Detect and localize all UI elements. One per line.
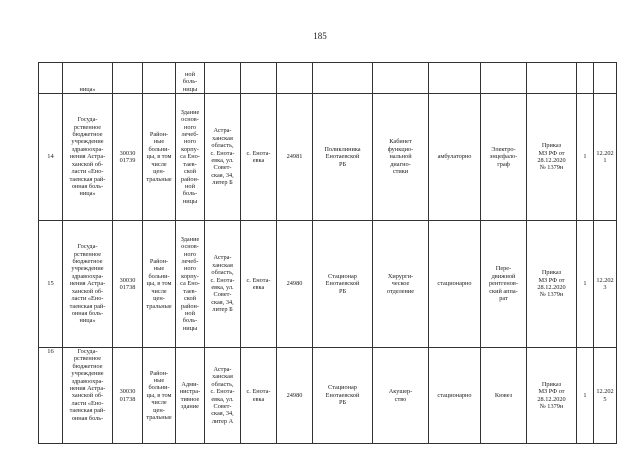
cell-number: 14 xyxy=(39,94,63,221)
cell xyxy=(277,63,313,94)
cell xyxy=(39,63,63,94)
cell-condition: амбулаторно xyxy=(429,94,481,221)
table-row xyxy=(39,221,617,348)
cell-locality: с. Енота- евка xyxy=(241,221,277,348)
cell-address: Астра- ханская область, с. Енота- евка, ул. Совет- ская, 34, литер А xyxy=(205,348,241,444)
cell xyxy=(313,63,373,94)
cell xyxy=(577,63,594,94)
cell-code: 30030 01738 xyxy=(113,348,143,444)
table-row xyxy=(39,94,617,221)
cell-department: Стационар Енотаевской РБ xyxy=(313,348,373,444)
cell-locality: с. Енота- евка xyxy=(241,348,277,444)
table-row xyxy=(39,348,617,444)
cell-type: Район- ные больни- цы, в том числе цен- тральные xyxy=(143,348,176,444)
cell-index: 24980 xyxy=(277,348,313,444)
cell xyxy=(113,63,143,94)
cell-order: Приказ МЗ РФ от 28.12.2020 № 1379н xyxy=(527,94,577,221)
cell-building: Здание основ- ного лечеб- ного корпу- са Ено- таев- ской район- ной боль- ницы xyxy=(176,94,205,221)
cell-room: Кабинет функцио- нальной диагно- стики xyxy=(373,94,429,221)
cell-equipment: Пере- движной рентгенов- ский аппа- рат xyxy=(481,221,527,348)
cell-index: 24981 xyxy=(277,94,313,221)
cell-condition: стационарно xyxy=(429,221,481,348)
cell-equipment: Электро- энцефало- граф xyxy=(481,94,527,221)
cell-room: Хирурги- ческое отделение xyxy=(373,221,429,348)
cell-quantity: 1 xyxy=(577,348,594,444)
cell xyxy=(205,63,241,94)
cell xyxy=(481,63,527,94)
cell-quantity: 1 xyxy=(577,94,594,221)
cell-building: Здание основ- ного лечеб- ного корпу- са Ено- таев- ской район- ной боль- ницы xyxy=(176,221,205,348)
cell-building: Адми- нистра- тивное здание xyxy=(176,348,205,444)
cell-equipment: Кювез xyxy=(481,348,527,444)
cell-address: Астра- ханская область, с. Енота- евка, ул. Совет- ская, 34, литер Б xyxy=(205,94,241,221)
cell-address: Астра- ханская область, с. Енота- евка, ул. Совет- ская, 34, литер Б xyxy=(205,221,241,348)
cell-index: 24980 xyxy=(277,221,313,348)
cell-department: Поликлиника Енотаевской РБ xyxy=(313,94,373,221)
cell-order: Приказ МЗ РФ от 28.12.2020 № 1379н xyxy=(527,221,577,348)
cell-date: 12.2023 xyxy=(594,221,617,348)
cell xyxy=(241,63,277,94)
cell xyxy=(143,63,176,94)
cell-type: Район- ные больни- цы, в том числе цен- тральные xyxy=(143,94,176,221)
cell-building: ной боль- ницы xyxy=(176,63,205,94)
cell-code: 30030 01739 xyxy=(113,94,143,221)
cell-department: Стационар Енотаевской РБ xyxy=(313,221,373,348)
cell-institution: Госуда- рственное бюджетное учреждение здравоохра- нения Астра- ханской об- ласти «Ено- таевская рай- онная боль- ница» xyxy=(63,94,113,221)
equipment-registry-table xyxy=(38,62,617,444)
cell-institution: ница» xyxy=(63,63,113,94)
cell-code: 30030 01738 xyxy=(113,221,143,348)
cell xyxy=(429,63,481,94)
cell-locality: с. Енота- евка xyxy=(241,94,277,221)
cell-institution: Госуда- рственное бюджетное учреждение здравоохра- нения Астра- ханской об- ласти «Ено- таевская рай- онная боль- ница» xyxy=(63,221,113,348)
cell-institution: Госуда- рственное бюджетное учреждение здравоохра- нения Астра- ханской об- ласти «Ено- таевская рай- онная боль- xyxy=(63,348,113,444)
cell xyxy=(373,63,429,94)
cell-type: Район- ные больни- цы, в том числе цен- тральные xyxy=(143,221,176,348)
continuation-row xyxy=(39,63,617,94)
cell-room: Акушер- ство xyxy=(373,348,429,444)
cell-number: 16 xyxy=(39,348,63,444)
cell-quantity: 1 xyxy=(577,221,594,348)
cell-date: 12.2025 xyxy=(594,348,617,444)
cell-condition: стационарно xyxy=(429,348,481,444)
cell xyxy=(594,63,617,94)
cell-order: Приказ МЗ РФ от 28.12.2020 № 1379н xyxy=(527,348,577,444)
cell-date: 12.2021 xyxy=(594,94,617,221)
cell xyxy=(527,63,577,94)
page-number: 185 xyxy=(313,31,327,41)
cell-number: 15 xyxy=(39,221,63,348)
